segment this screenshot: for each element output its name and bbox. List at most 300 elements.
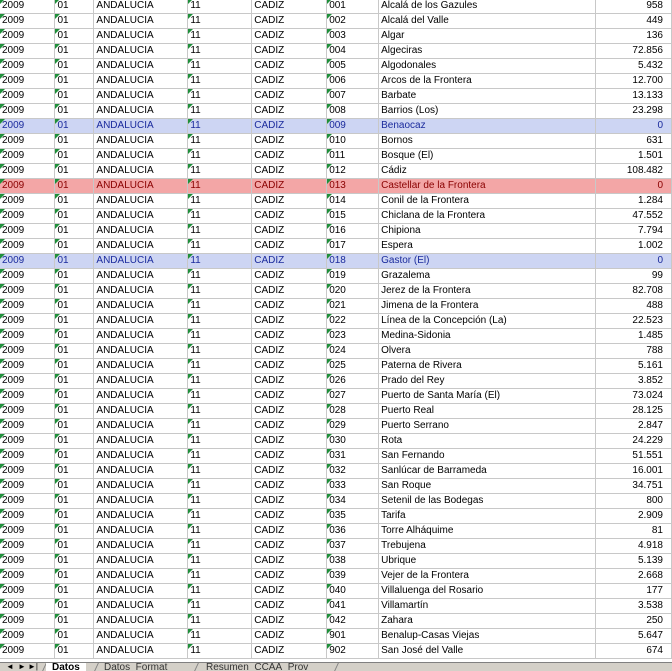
cell-municipality-name[interactable]: Algodonales (379, 59, 596, 74)
cell-municipality-name[interactable]: Cádiz (379, 164, 596, 179)
cell-year[interactable]: 2009 (0, 134, 55, 149)
cell-province-code[interactable]: 11 (188, 59, 252, 74)
cell-province-name[interactable]: CADIZ (252, 344, 327, 359)
cell-province-code[interactable]: 11 (188, 44, 252, 59)
table-row[interactable] (0, 599, 672, 614)
table-row[interactable] (0, 254, 672, 269)
table-row[interactable] (0, 629, 672, 644)
cell-municipality-name[interactable]: Vejer de la Frontera (379, 569, 596, 584)
table-row[interactable] (0, 584, 672, 599)
cell-municipality-code[interactable]: 008 (327, 104, 379, 119)
cell-municipality-code[interactable]: 006 (327, 74, 379, 89)
cell-province-code[interactable]: 11 (188, 389, 252, 404)
cell-year[interactable]: 2009 (0, 224, 55, 239)
cell-ccaa-name[interactable]: ANDALUCIA (94, 359, 188, 374)
cell-municipality-name[interactable]: Barbate (379, 89, 596, 104)
cell-province-name[interactable]: CADIZ (252, 644, 327, 659)
cell-municipality-code[interactable]: 015 (327, 209, 379, 224)
cell-ccaa-name[interactable]: ANDALUCIA (94, 299, 188, 314)
table-row[interactable] (0, 179, 672, 194)
cell-value[interactable]: 16.001 (595, 464, 671, 479)
cell-ccaa-name[interactable]: ANDALUCIA (94, 329, 188, 344)
cell-municipality-code[interactable]: 005 (327, 59, 379, 74)
cell-ccaa-code[interactable]: 01 (55, 464, 94, 479)
cell-province-code[interactable]: 11 (188, 284, 252, 299)
cell-municipality-code[interactable]: 011 (327, 149, 379, 164)
cell-ccaa-code[interactable]: 01 (55, 644, 94, 659)
cell-province-name[interactable]: CADIZ (252, 224, 327, 239)
cell-year[interactable]: 2009 (0, 104, 55, 119)
table-row[interactable] (0, 404, 672, 419)
table-row[interactable] (0, 59, 672, 74)
cell-municipality-code[interactable]: 035 (327, 509, 379, 524)
cell-year[interactable]: 2009 (0, 14, 55, 29)
cell-province-code[interactable]: 11 (188, 419, 252, 434)
cell-year[interactable]: 2009 (0, 614, 55, 629)
cell-province-code[interactable]: 11 (188, 119, 252, 134)
cell-ccaa-name[interactable]: ANDALUCIA (94, 14, 188, 29)
cell-ccaa-name[interactable]: ANDALUCIA (94, 584, 188, 599)
cell-ccaa-code[interactable]: 01 (55, 209, 94, 224)
table-row[interactable] (0, 164, 672, 179)
cell-ccaa-name[interactable]: ANDALUCIA (94, 524, 188, 539)
cell-ccaa-code[interactable]: 01 (55, 149, 94, 164)
cell-value[interactable]: 1.002 (595, 239, 671, 254)
cell-year[interactable]: 2009 (0, 269, 55, 284)
cell-municipality-code[interactable]: 038 (327, 554, 379, 569)
cell-province-name[interactable]: CADIZ (252, 179, 327, 194)
cell-municipality-name[interactable]: Puerto Real (379, 404, 596, 419)
cell-ccaa-code[interactable]: 01 (55, 0, 94, 14)
table-row[interactable] (0, 44, 672, 59)
table-row[interactable] (0, 374, 672, 389)
cell-municipality-name[interactable]: Olvera (379, 344, 596, 359)
table-row[interactable] (0, 644, 672, 659)
cell-ccaa-code[interactable]: 01 (55, 569, 94, 584)
cell-year[interactable]: 2009 (0, 494, 55, 509)
table-row[interactable] (0, 314, 672, 329)
cell-value[interactable]: 449 (595, 14, 671, 29)
table-row[interactable] (0, 524, 672, 539)
cell-year[interactable]: 2009 (0, 164, 55, 179)
cell-year[interactable]: 2009 (0, 464, 55, 479)
cell-year[interactable]: 2009 (0, 314, 55, 329)
cell-ccaa-code[interactable]: 01 (55, 254, 94, 269)
table-row[interactable] (0, 14, 672, 29)
cell-value[interactable]: 24.229 (595, 434, 671, 449)
cell-ccaa-code[interactable]: 01 (55, 284, 94, 299)
cell-year[interactable]: 2009 (0, 119, 55, 134)
table-row[interactable] (0, 134, 672, 149)
cell-province-code[interactable]: 11 (188, 89, 252, 104)
cell-ccaa-name[interactable]: ANDALUCIA (94, 209, 188, 224)
cell-municipality-code[interactable]: 002 (327, 14, 379, 29)
cell-municipality-name[interactable]: Arcos de la Frontera (379, 74, 596, 89)
cell-year[interactable]: 2009 (0, 179, 55, 194)
cell-municipality-code[interactable]: 901 (327, 629, 379, 644)
cell-province-name[interactable]: CADIZ (252, 524, 327, 539)
cell-province-name[interactable]: CADIZ (252, 584, 327, 599)
cell-year[interactable]: 2009 (0, 419, 55, 434)
cell-municipality-name[interactable]: Prado del Rey (379, 374, 596, 389)
cell-ccaa-name[interactable]: ANDALUCIA (94, 404, 188, 419)
cell-ccaa-name[interactable]: ANDALUCIA (94, 149, 188, 164)
cell-municipality-name[interactable]: San Fernando (379, 449, 596, 464)
cell-province-name[interactable]: CADIZ (252, 119, 327, 134)
cell-province-name[interactable]: CADIZ (252, 14, 327, 29)
cell-ccaa-name[interactable]: ANDALUCIA (94, 464, 188, 479)
cell-value[interactable]: 2.668 (595, 569, 671, 584)
cell-ccaa-name[interactable]: ANDALUCIA (94, 269, 188, 284)
cell-province-code[interactable]: 11 (188, 494, 252, 509)
cell-province-code[interactable]: 11 (188, 299, 252, 314)
table-row[interactable] (0, 284, 672, 299)
table-row[interactable] (0, 509, 672, 524)
cell-year[interactable]: 2009 (0, 629, 55, 644)
cell-ccaa-name[interactable]: ANDALUCIA (94, 164, 188, 179)
table-row[interactable] (0, 479, 672, 494)
cell-ccaa-name[interactable]: ANDALUCIA (94, 434, 188, 449)
cell-province-code[interactable]: 11 (188, 29, 252, 44)
cell-municipality-code[interactable]: 021 (327, 299, 379, 314)
cell-ccaa-name[interactable]: ANDALUCIA (94, 0, 188, 14)
cell-municipality-code[interactable]: 031 (327, 449, 379, 464)
cell-municipality-code[interactable]: 013 (327, 179, 379, 194)
cell-municipality-name[interactable]: Conil de la Frontera (379, 194, 596, 209)
cell-municipality-name[interactable]: Grazalema (379, 269, 596, 284)
cell-province-code[interactable]: 11 (188, 0, 252, 14)
cell-value[interactable]: 3.538 (595, 599, 671, 614)
cell-ccaa-name[interactable]: ANDALUCIA (94, 134, 188, 149)
cell-value[interactable]: 81 (595, 524, 671, 539)
cell-ccaa-name[interactable]: ANDALUCIA (94, 599, 188, 614)
cell-year[interactable]: 2009 (0, 584, 55, 599)
cell-municipality-code[interactable]: 037 (327, 539, 379, 554)
cell-value[interactable]: 250 (595, 614, 671, 629)
cell-province-name[interactable]: CADIZ (252, 134, 327, 149)
cell-value[interactable]: 72.856 (595, 44, 671, 59)
cell-province-name[interactable]: CADIZ (252, 164, 327, 179)
cell-ccaa-name[interactable]: ANDALUCIA (94, 284, 188, 299)
cell-municipality-name[interactable]: Gastor (El) (379, 254, 596, 269)
cell-value[interactable]: 5.647 (595, 629, 671, 644)
cell-ccaa-code[interactable]: 01 (55, 89, 94, 104)
cell-municipality-code[interactable]: 023 (327, 329, 379, 344)
cell-ccaa-code[interactable]: 01 (55, 44, 94, 59)
cell-ccaa-code[interactable]: 01 (55, 194, 94, 209)
cell-value[interactable]: 3.852 (595, 374, 671, 389)
cell-province-code[interactable]: 11 (188, 164, 252, 179)
cell-province-code[interactable]: 11 (188, 374, 252, 389)
cell-ccaa-name[interactable]: ANDALUCIA (94, 389, 188, 404)
table-row[interactable] (0, 299, 672, 314)
cell-municipality-code[interactable]: 003 (327, 29, 379, 44)
cell-ccaa-name[interactable]: ANDALUCIA (94, 644, 188, 659)
cell-province-code[interactable]: 11 (188, 404, 252, 419)
cell-province-code[interactable]: 11 (188, 449, 252, 464)
cell-municipality-name[interactable]: Setenil de las Bodegas (379, 494, 596, 509)
cell-province-code[interactable]: 11 (188, 329, 252, 344)
cell-year[interactable]: 2009 (0, 539, 55, 554)
table-row[interactable] (0, 119, 672, 134)
cell-year[interactable]: 2009 (0, 599, 55, 614)
cell-year[interactable]: 2009 (0, 329, 55, 344)
cell-ccaa-name[interactable]: ANDALUCIA (94, 344, 188, 359)
cell-province-name[interactable]: CADIZ (252, 569, 327, 584)
cell-municipality-name[interactable]: Villamartín (379, 599, 596, 614)
cell-ccaa-code[interactable]: 01 (55, 524, 94, 539)
table-row[interactable] (0, 359, 672, 374)
cell-value[interactable]: 5.139 (595, 554, 671, 569)
cell-municipality-code[interactable]: 004 (327, 44, 379, 59)
cell-province-name[interactable]: CADIZ (252, 419, 327, 434)
cell-province-name[interactable]: CADIZ (252, 554, 327, 569)
cell-ccaa-name[interactable]: ANDALUCIA (94, 179, 188, 194)
cell-value[interactable]: 800 (595, 494, 671, 509)
cell-ccaa-code[interactable]: 01 (55, 434, 94, 449)
cell-municipality-code[interactable]: 039 (327, 569, 379, 584)
cell-year[interactable]: 2009 (0, 449, 55, 464)
cell-municipality-code[interactable]: 012 (327, 164, 379, 179)
cell-municipality-name[interactable]: Benaocaz (379, 119, 596, 134)
tab-resumen-ccaa-prov[interactable]: Resumen_CCAA_Prov (206, 663, 309, 671)
cell-province-code[interactable]: 11 (188, 359, 252, 374)
table-row[interactable] (0, 89, 672, 104)
cell-ccaa-name[interactable]: ANDALUCIA (94, 194, 188, 209)
cell-province-name[interactable]: CADIZ (252, 29, 327, 44)
cell-municipality-code[interactable]: 029 (327, 419, 379, 434)
cell-ccaa-code[interactable]: 01 (55, 449, 94, 464)
cell-province-name[interactable]: CADIZ (252, 449, 327, 464)
table-row[interactable] (0, 464, 672, 479)
cell-municipality-name[interactable]: San Roque (379, 479, 596, 494)
cell-municipality-name[interactable]: Zahara (379, 614, 596, 629)
cell-year[interactable]: 2009 (0, 479, 55, 494)
cell-municipality-code[interactable]: 026 (327, 374, 379, 389)
cell-ccaa-name[interactable]: ANDALUCIA (94, 89, 188, 104)
table-row[interactable] (0, 344, 672, 359)
cell-value[interactable]: 958 (595, 0, 671, 14)
cell-province-name[interactable]: CADIZ (252, 254, 327, 269)
table-row[interactable] (0, 569, 672, 584)
table-row[interactable] (0, 389, 672, 404)
cell-province-name[interactable]: CADIZ (252, 614, 327, 629)
cell-value[interactable]: 73.024 (595, 389, 671, 404)
cell-municipality-name[interactable]: Bornos (379, 134, 596, 149)
cell-year[interactable]: 2009 (0, 554, 55, 569)
cell-province-code[interactable]: 11 (188, 74, 252, 89)
cell-municipality-name[interactable]: Línea de la Concepción (La) (379, 314, 596, 329)
cell-province-name[interactable]: CADIZ (252, 194, 327, 209)
cell-ccaa-code[interactable]: 01 (55, 584, 94, 599)
cell-municipality-name[interactable]: Algar (379, 29, 596, 44)
cell-year[interactable]: 2009 (0, 374, 55, 389)
cell-year[interactable]: 2009 (0, 434, 55, 449)
cell-province-code[interactable]: 11 (188, 344, 252, 359)
cell-year[interactable]: 2009 (0, 344, 55, 359)
cell-ccaa-code[interactable]: 01 (55, 614, 94, 629)
cell-municipality-name[interactable]: Chipiona (379, 224, 596, 239)
cell-province-code[interactable]: 11 (188, 209, 252, 224)
cell-municipality-name[interactable]: Rota (379, 434, 596, 449)
cell-municipality-name[interactable]: Castellar de la Frontera (379, 179, 596, 194)
cell-province-name[interactable]: CADIZ (252, 374, 327, 389)
table-row[interactable] (0, 539, 672, 554)
cell-municipality-code[interactable]: 041 (327, 599, 379, 614)
cell-province-code[interactable]: 11 (188, 134, 252, 149)
cell-ccaa-name[interactable]: ANDALUCIA (94, 59, 188, 74)
cell-municipality-code[interactable]: 036 (327, 524, 379, 539)
table-row[interactable] (0, 149, 672, 164)
cell-value[interactable]: 2.909 (595, 509, 671, 524)
cell-value[interactable]: 788 (595, 344, 671, 359)
cell-province-name[interactable]: CADIZ (252, 329, 327, 344)
cell-value[interactable]: 108.482 (595, 164, 671, 179)
cell-municipality-code[interactable]: 017 (327, 239, 379, 254)
tab-datos[interactable]: Datos (46, 663, 86, 671)
cell-municipality-code[interactable]: 042 (327, 614, 379, 629)
cell-province-name[interactable]: CADIZ (252, 629, 327, 644)
cell-ccaa-name[interactable]: ANDALUCIA (94, 254, 188, 269)
cell-municipality-name[interactable]: Algeciras (379, 44, 596, 59)
table-row[interactable] (0, 494, 672, 509)
table-row[interactable] (0, 224, 672, 239)
table-row[interactable] (0, 209, 672, 224)
cell-year[interactable]: 2009 (0, 524, 55, 539)
cell-ccaa-name[interactable]: ANDALUCIA (94, 419, 188, 434)
table-row[interactable] (0, 194, 672, 209)
cell-municipality-name[interactable]: Alcalá de los Gazules (379, 0, 596, 14)
cell-province-code[interactable]: 11 (188, 104, 252, 119)
cell-municipality-name[interactable]: Jerez de la Frontera (379, 284, 596, 299)
cell-value[interactable]: 12.700 (595, 74, 671, 89)
table-row[interactable] (0, 419, 672, 434)
cell-ccaa-code[interactable]: 01 (55, 554, 94, 569)
cell-value[interactable]: 4.918 (595, 539, 671, 554)
cell-municipality-name[interactable]: Chiclana de la Frontera (379, 209, 596, 224)
cell-province-code[interactable]: 11 (188, 554, 252, 569)
cell-value[interactable]: 82.708 (595, 284, 671, 299)
cell-ccaa-name[interactable]: ANDALUCIA (94, 119, 188, 134)
cell-ccaa-code[interactable]: 01 (55, 164, 94, 179)
cell-value[interactable]: 23.298 (595, 104, 671, 119)
cell-value[interactable]: 0 (595, 179, 671, 194)
cell-year[interactable]: 2009 (0, 359, 55, 374)
cell-ccaa-name[interactable]: ANDALUCIA (94, 239, 188, 254)
cell-province-name[interactable]: CADIZ (252, 404, 327, 419)
cell-municipality-name[interactable]: Torre Alháquime (379, 524, 596, 539)
cell-ccaa-code[interactable]: 01 (55, 359, 94, 374)
cell-municipality-code[interactable]: 001 (327, 0, 379, 14)
cell-ccaa-name[interactable]: ANDALUCIA (94, 314, 188, 329)
cell-value[interactable]: 47.552 (595, 209, 671, 224)
cell-province-code[interactable]: 11 (188, 194, 252, 209)
cell-ccaa-code[interactable]: 01 (55, 269, 94, 284)
cell-province-code[interactable]: 11 (188, 239, 252, 254)
cell-province-code[interactable]: 11 (188, 434, 252, 449)
cell-value[interactable]: 1.501 (595, 149, 671, 164)
cell-value[interactable]: 136 (595, 29, 671, 44)
cell-municipality-name[interactable]: Jimena de la Frontera (379, 299, 596, 314)
cell-province-name[interactable]: CADIZ (252, 149, 327, 164)
first-sheet-nav-icon[interactable]: ◄ (6, 662, 14, 671)
table-row[interactable] (0, 434, 672, 449)
cell-municipality-name[interactable]: Puerto de Santa María (El) (379, 389, 596, 404)
cell-province-name[interactable]: CADIZ (252, 74, 327, 89)
cell-ccaa-code[interactable]: 01 (55, 239, 94, 254)
cell-ccaa-name[interactable]: ANDALUCIA (94, 74, 188, 89)
cell-province-code[interactable]: 11 (188, 224, 252, 239)
cell-ccaa-code[interactable]: 01 (55, 419, 94, 434)
cell-municipality-code[interactable]: 028 (327, 404, 379, 419)
cell-province-code[interactable]: 11 (188, 509, 252, 524)
tab-datos-format[interactable]: Datos_Format (104, 663, 168, 671)
cell-year[interactable]: 2009 (0, 194, 55, 209)
cell-ccaa-code[interactable]: 01 (55, 389, 94, 404)
cell-province-name[interactable]: CADIZ (252, 0, 327, 14)
cell-municipality-code[interactable]: 010 (327, 134, 379, 149)
cell-ccaa-code[interactable]: 01 (55, 299, 94, 314)
cell-province-code[interactable]: 11 (188, 464, 252, 479)
cell-municipality-code[interactable]: 032 (327, 464, 379, 479)
cell-province-name[interactable]: CADIZ (252, 284, 327, 299)
table-row[interactable] (0, 614, 672, 629)
cell-year[interactable]: 2009 (0, 569, 55, 584)
cell-year[interactable]: 2009 (0, 509, 55, 524)
table-row[interactable] (0, 269, 672, 284)
cell-province-code[interactable]: 11 (188, 14, 252, 29)
cell-ccaa-name[interactable]: ANDALUCIA (94, 629, 188, 644)
cell-municipality-name[interactable]: Tarifa (379, 509, 596, 524)
cell-ccaa-code[interactable]: 01 (55, 539, 94, 554)
cell-ccaa-name[interactable]: ANDALUCIA (94, 374, 188, 389)
table-row[interactable] (0, 239, 672, 254)
cell-province-name[interactable]: CADIZ (252, 509, 327, 524)
cell-province-code[interactable]: 11 (188, 584, 252, 599)
cell-province-name[interactable]: CADIZ (252, 494, 327, 509)
cell-ccaa-name[interactable]: ANDALUCIA (94, 29, 188, 44)
cell-value[interactable]: 0 (595, 119, 671, 134)
cell-ccaa-code[interactable]: 01 (55, 494, 94, 509)
cell-ccaa-code[interactable]: 01 (55, 119, 94, 134)
cell-province-name[interactable]: CADIZ (252, 269, 327, 284)
cell-ccaa-name[interactable]: ANDALUCIA (94, 494, 188, 509)
cell-year[interactable]: 2009 (0, 149, 55, 164)
cell-municipality-name[interactable]: Medina-Sidonia (379, 329, 596, 344)
cell-ccaa-code[interactable]: 01 (55, 479, 94, 494)
cell-ccaa-name[interactable]: ANDALUCIA (94, 44, 188, 59)
cell-municipality-code[interactable]: 030 (327, 434, 379, 449)
cell-municipality-name[interactable]: Barrios (Los) (379, 104, 596, 119)
cell-province-name[interactable]: CADIZ (252, 389, 327, 404)
cell-municipality-name[interactable]: Bosque (El) (379, 149, 596, 164)
cell-year[interactable]: 2009 (0, 209, 55, 224)
cell-ccaa-name[interactable]: ANDALUCIA (94, 554, 188, 569)
cell-ccaa-code[interactable]: 01 (55, 14, 94, 29)
cell-municipality-name[interactable]: Trebujena (379, 539, 596, 554)
cell-year[interactable]: 2009 (0, 404, 55, 419)
table-row[interactable] (0, 554, 672, 569)
cell-province-code[interactable]: 11 (188, 149, 252, 164)
cell-value[interactable]: 2.847 (595, 419, 671, 434)
cell-ccaa-name[interactable]: ANDALUCIA (94, 104, 188, 119)
cell-value[interactable]: 177 (595, 584, 671, 599)
cell-province-code[interactable]: 11 (188, 614, 252, 629)
cell-year[interactable]: 2009 (0, 299, 55, 314)
cell-province-name[interactable]: CADIZ (252, 314, 327, 329)
cell-value[interactable]: 99 (595, 269, 671, 284)
table-row[interactable] (0, 329, 672, 344)
